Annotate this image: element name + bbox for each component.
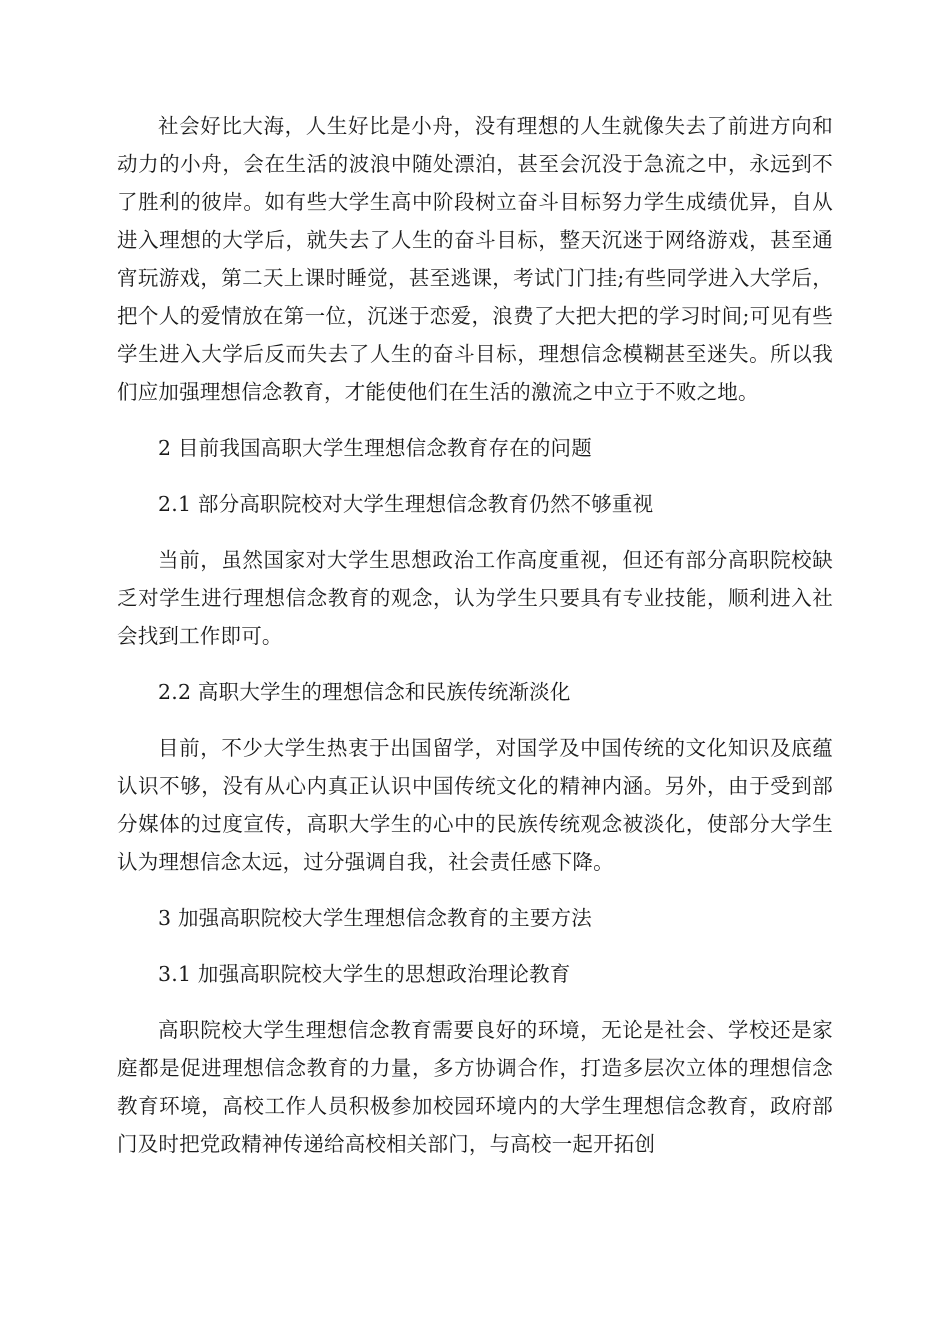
document-page [117, 107, 833, 1181]
subsection-heading: 2.2 高职大学生的理想信念和民族传统渐淡化 [158, 680, 571, 704]
subsection-heading: 3.1 加强高职院校大学生的思想政治理论教育 [158, 962, 571, 986]
section-heading: 2 目前我国高职大学生理想信念教育存在的问题 [158, 436, 592, 460]
section-heading: 3 加强高职院校大学生理想信念教育的主要方法 [158, 906, 592, 930]
body-paragraph: 当前，虽然国家对大学生思想政治工作高度重视，但还有部分高职院校缺乏对学生进行理想信念教育的观念，认为学生只要具有专业技能，顺利进入社会找到工作即可。 [117, 548, 833, 648]
body-paragraph: 目前，不少大学生热衷于出国留学，对国学及中国传统的文化知识及底蕴认识不够，没有从心内真正认识中国传统文化的精神内涵。另外，由于受到部分媒体的过度宣传，高职大学生的心中的民族传统观念被淡化，使部分大学生认为理想信念太远，过分强调自我，社会责任感下降。 [117, 736, 833, 874]
subsection-heading: 2.1 部分高职院校对大学生理想信念教育仍然不够重视 [158, 492, 654, 516]
body-paragraph: 高职院校大学生理想信念教育需要良好的环境，无论是社会、学校还是家庭都是促进理想信念教育的力量，多方协调合作，打造多层次立体的理想信念教育环境，高校工作人员积极参加校园环境内的大学生理想信念教育，政府部门及时把党政精神传递给高校相关部门，与高校一起开拓创 [117, 1018, 833, 1156]
body-paragraph: 社会好比大海，人生好比是小舟，没有理想的人生就像失去了前进方向和动力的小舟，会在生活的波浪中随处漂泊，甚至会沉没于急流之中，永远到不了胜利的彼岸。如有些大学生高中阶段树立奋斗目标努力学生成绩优异，自从进入理想的大学后，就失去了人生的奋斗目标，整天沉迷于网络游戏，甚至通宵玩游戏，第二天上课时睡觉，甚至逃课，考试门门挂;有些同学进入大学后，把个人的爱情放在第一位，沉迷于恋爱，浪费了大把大把的学习时间;可见有些学生进入大学后反而失去了人生的奋斗目标，理想信念模糊甚至迷失。所以我们应加强理想信念教育，才能使他们在生活的激流之中立于不败之地。 [117, 114, 833, 404]
